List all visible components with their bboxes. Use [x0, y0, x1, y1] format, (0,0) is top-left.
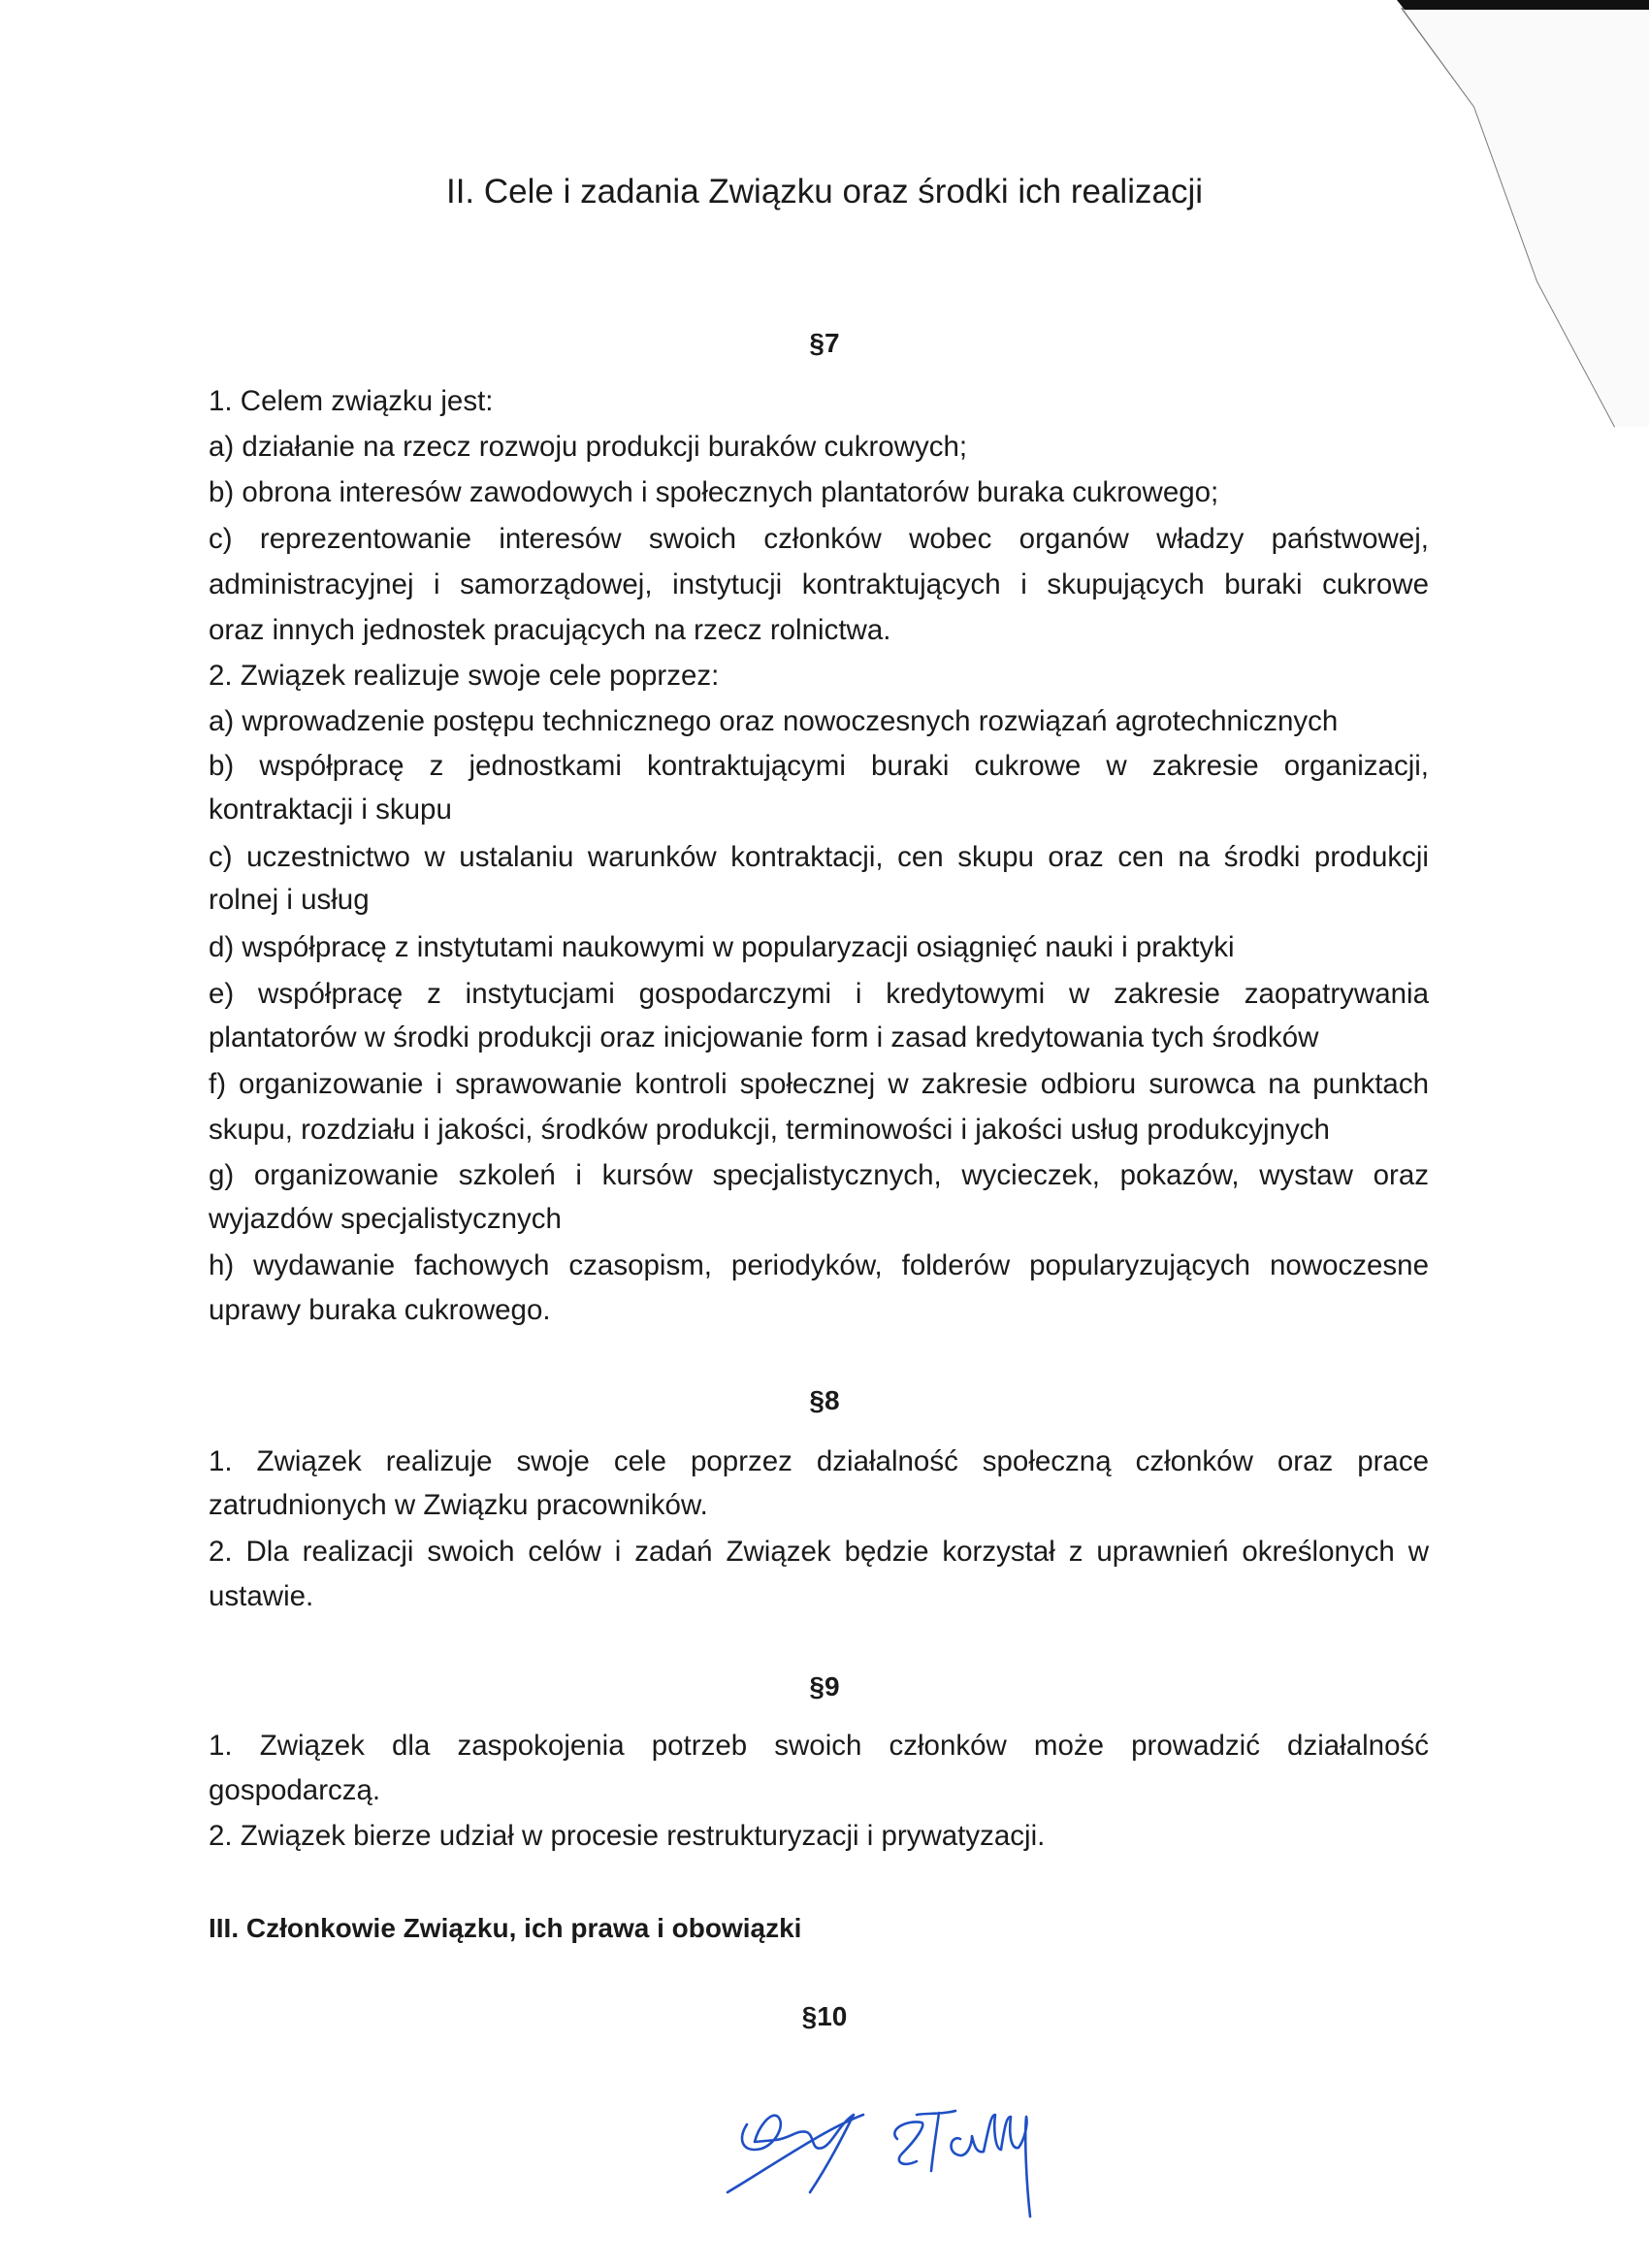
p7-line: g) organizowanie szkoleń i kursów specjalistycznych, wycieczek, pokazów, wystaw oraz: [209, 1159, 1429, 1191]
p9-line: 1. Związek dla zaspokojenia potrzeb swoich członków może prowadzić działalność: [209, 1730, 1429, 1762]
p7-line: c) reprezentowanie interesów swoich członków wobec organów władzy państwowej,: [209, 523, 1429, 555]
p9-line: 2. Związek bierze udział w procesie restrukturyzacji i prywatyzacji.: [209, 1820, 1046, 1852]
p7-line: b) obrona interesów zawodowych i społecznych plantatorów buraka cukrowego;: [209, 476, 1219, 508]
paragraph-10-sign: §10: [801, 2001, 848, 2031]
p8-line: 2. Dla realizacji swoich celów i zadań Związek będzie korzystał z uprawnień określonych w: [209, 1536, 1429, 1568]
p7-line: a) wprowadzenie postępu technicznego oraz nowoczesnych rozwiązań agrotechnicznych: [209, 705, 1339, 737]
p7-line: skupu, rozdziału i jakości, środków produkcji, terminowości i jakości usług produkcyjnych: [209, 1114, 1330, 1146]
p7-line: uprawy buraka cukrowego.: [209, 1294, 551, 1326]
p7-line: d) współpracę z instytutami naukowymi w popularyzacji osiągnięć nauki i praktyki: [209, 931, 1235, 963]
p8-line: zatrudnionych w Związku pracowników.: [209, 1489, 708, 1521]
p7-line: c) uczestnictwo w ustalaniu warunków kontraktacji, cen skupu oraz cen na środki produkcji: [209, 841, 1429, 873]
p8-line: ustawie.: [209, 1580, 314, 1612]
paragraph-8-sign: §8: [809, 1385, 840, 1415]
section-title: II. Cele i zadania Związku oraz środki ich realizacji: [445, 173, 1204, 211]
p8-line: 1. Związek realizuje swoje cele poprzez działalność społeczną członków oraz prace: [209, 1445, 1429, 1477]
p7-line: e) współpracę z instytucjami gospodarczymi i kredytowymi w zakresie zaopatrywania: [209, 978, 1429, 1010]
p7-line: oraz innych jednostek pracujących na rzecz rolnictwa.: [209, 614, 891, 646]
p7-line: a) działanie na rzecz rozwoju produkcji buraków cukrowych;: [209, 431, 968, 463]
p7-line: plantatorów w środki produkcji oraz inicjowanie form i zasad kredytowania tych środków: [209, 1021, 1319, 1053]
paragraph-9-sign: §9: [809, 1671, 840, 1701]
p7-line: administracyjnej i samorządowej, instytucji kontraktujących i skupujących buraki cukrowe: [209, 568, 1429, 600]
handwritten-signatures: [718, 2047, 1106, 2241]
p7-line: h) wydawanie fachowych czasopism, periodyków, folderów popularyzujących nowoczesne: [209, 1249, 1429, 1281]
p7-line: wyjazdów specjalistycznych: [209, 1203, 562, 1235]
p7-line: 1. Celem związku jest:: [209, 385, 494, 417]
p7-line: 2. Związek realizuje swoje cele poprzez:: [209, 660, 720, 692]
p7-line: rolnej i usług: [209, 884, 370, 916]
paragraph-7-sign: §7: [809, 328, 840, 358]
p9-line: gospodarczą.: [209, 1774, 381, 1806]
p7-line: f) organizowanie i sprawowanie kontroli społecznej w zakresie odbioru surowca na punktach: [209, 1068, 1429, 1100]
p7-line: b) współpracę z jednostkami kontraktującymi buraki cukrowe w zakresie organizacji,: [209, 750, 1429, 782]
p7-line: kontraktacji i skupu: [209, 794, 452, 826]
section-3-title: III. Członkowie Związku, ich prawa i obowiązki: [209, 1913, 802, 1943]
